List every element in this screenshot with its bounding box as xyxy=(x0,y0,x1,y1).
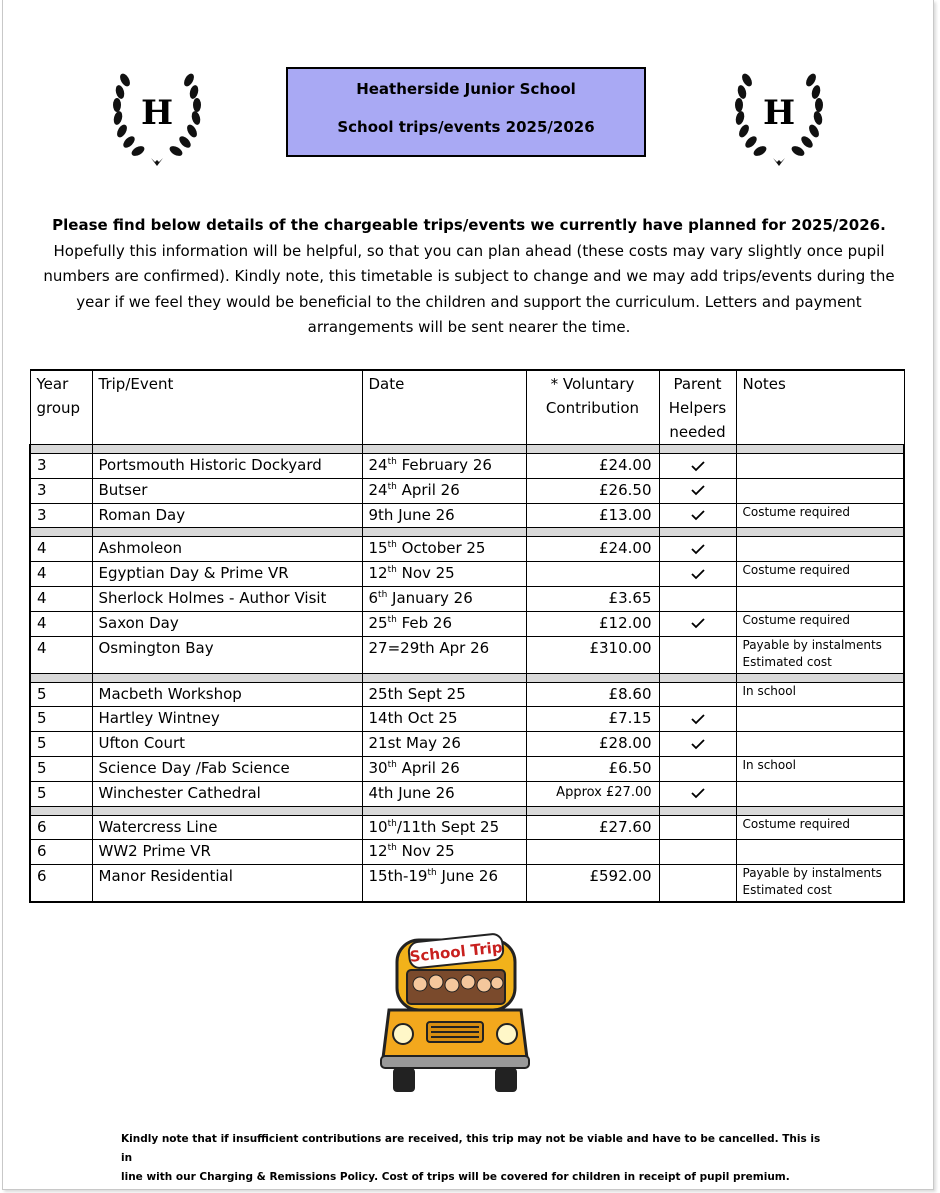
notes-text: Estimated cost xyxy=(742,883,832,898)
contribution-cell: £3.65 xyxy=(526,586,659,611)
footer-line: Kindly note that if insufficient contributions are received, this trip may not be viable and have to be cancelled. This is in xyxy=(121,1133,821,1164)
date-cell xyxy=(362,781,526,806)
date-cell xyxy=(362,756,526,781)
checkmark-icon xyxy=(690,459,706,473)
notes-text: Payable by instalments xyxy=(742,866,882,881)
notes-cell xyxy=(736,636,904,673)
date-cell xyxy=(362,478,526,503)
date-ordinal: th xyxy=(387,843,397,854)
notes-cell xyxy=(736,478,904,503)
contribution-cell: £8.60 xyxy=(526,682,659,707)
parent-helpers-cell xyxy=(659,503,736,528)
parent-helpers-cell xyxy=(659,636,736,673)
contribution-cell: £592.00 xyxy=(526,865,659,903)
date-cell xyxy=(362,562,526,587)
separator-cell xyxy=(92,528,362,537)
table-row xyxy=(30,707,904,732)
parent-helpers-cell xyxy=(659,865,736,903)
table-row xyxy=(30,682,904,707)
notes-text: In school xyxy=(742,757,796,772)
parent-helpers-cell xyxy=(659,707,736,732)
year-group-cell: 5 xyxy=(30,781,92,806)
checkmark-icon xyxy=(690,508,706,522)
parent-helpers-cell xyxy=(659,454,736,479)
date-text: 21st May 26 xyxy=(368,734,461,753)
year-group-cell: 4 xyxy=(30,562,92,587)
table-row xyxy=(30,537,904,562)
table-row xyxy=(30,478,904,503)
year-separator-row xyxy=(30,806,904,815)
year-separator-row xyxy=(30,445,904,454)
year-group-cell: 4 xyxy=(30,537,92,562)
date-text: Nov 25 xyxy=(396,842,455,861)
table-row xyxy=(30,865,904,903)
table-header-row xyxy=(30,370,904,445)
date-ordinal: th xyxy=(387,614,397,625)
intro-lead: Please find below details of the chargeable trips/events we currently have planned for 2025/2026. xyxy=(52,216,886,234)
separator-cell xyxy=(30,673,92,682)
school-bus-illustration xyxy=(365,930,543,1098)
date-text: 24 xyxy=(368,456,388,474)
header-notes: Notes xyxy=(736,370,904,445)
date-cell xyxy=(362,815,526,840)
contribution-cell: £310.00 xyxy=(526,636,659,673)
trips-table xyxy=(29,369,905,903)
parent-helpers-cell xyxy=(659,586,736,611)
table-row xyxy=(30,732,904,757)
table-row xyxy=(30,454,904,479)
separator-cell xyxy=(362,445,526,454)
date-text: 25th Sept 25 xyxy=(368,684,466,703)
parent-helpers-cell xyxy=(659,815,736,840)
date-text: January 26 xyxy=(387,588,473,607)
notes-cell xyxy=(736,454,904,479)
trip-name-cell: Science Day /Fab Science xyxy=(92,756,362,781)
date-cell xyxy=(362,707,526,732)
date-cell xyxy=(362,865,526,903)
trip-name-cell: Ashmoleon xyxy=(92,537,362,562)
parent-helpers-cell xyxy=(659,611,736,636)
year-separator-row xyxy=(30,673,904,682)
notes-cell xyxy=(736,865,904,903)
separator-cell xyxy=(659,806,736,815)
trip-name-cell: Butser xyxy=(92,478,362,503)
date-cell xyxy=(362,611,526,636)
year-group-cell: 5 xyxy=(30,682,92,707)
checkmark-icon xyxy=(690,542,706,556)
parent-helpers-cell xyxy=(659,732,736,757)
year-group-cell: 6 xyxy=(30,865,92,903)
parent-helpers-cell xyxy=(659,781,736,806)
date-ordinal: th xyxy=(387,540,397,551)
table-row xyxy=(30,815,904,840)
year-group-cell: 3 xyxy=(30,478,92,503)
date-text: 24 xyxy=(368,480,388,499)
parent-helpers-cell xyxy=(659,682,736,707)
date-ordinal: th xyxy=(387,818,397,829)
parent-helpers-cell xyxy=(659,478,736,503)
table-row xyxy=(30,636,904,673)
parent-helpers-cell xyxy=(659,840,736,865)
separator-cell xyxy=(736,445,904,454)
notes-cell xyxy=(736,503,904,528)
trip-name-cell: Ufton Court xyxy=(92,732,362,757)
year-group-cell: 5 xyxy=(30,707,92,732)
date-ordinal: th xyxy=(387,457,397,467)
date-text: 15th-19 xyxy=(368,867,428,886)
notes-text: Costume required xyxy=(742,504,850,519)
header-date: Date xyxy=(362,370,526,445)
footer-line: line with our Charging & Remissions Policy. Cost of trips will be covered for children in receipt of pupil premium. xyxy=(121,1171,790,1183)
parent-helpers-cell xyxy=(659,562,736,587)
date-text: 25 xyxy=(368,613,388,632)
trip-name-cell: Sherlock Holmes - Author Visit xyxy=(92,586,362,611)
notes-cell xyxy=(736,586,904,611)
date-text: 14th Oct 25 xyxy=(368,709,458,728)
table-row xyxy=(30,781,904,806)
year-group-cell: 3 xyxy=(30,454,92,479)
contribution-cell: £7.15 xyxy=(526,707,659,732)
separator-cell xyxy=(659,528,736,537)
date-cell xyxy=(362,732,526,757)
intro-body: Hopefully this information will be helpful, so that you can plan ahead (these costs may vary slightly once pupil numbers are confirmed). Kindly note, this timetable is subject to change and we may add trips/events during the year if we feel they would be beneficial to the children and support the curriculum. Letters and payment arrangements will be sent nearer the time. xyxy=(43,241,895,336)
parent-helpers-cell xyxy=(659,756,736,781)
date-text: /11th Sept 25 xyxy=(396,817,500,836)
notes-cell xyxy=(736,815,904,840)
contribution-cell: Approx £27.00 xyxy=(526,781,659,806)
notes-text: Costume required xyxy=(742,816,850,831)
notes-text: Costume required xyxy=(742,612,850,627)
intro-paragraph xyxy=(29,213,909,341)
contribution-cell: £24.00 xyxy=(526,537,659,562)
year-group-cell: 6 xyxy=(30,815,92,840)
document-title: School trips/events 2025/2026 xyxy=(337,118,595,136)
year-group-cell: 4 xyxy=(30,586,92,611)
year-group-cell: 4 xyxy=(30,611,92,636)
table-row xyxy=(30,562,904,587)
trip-name-cell: Portsmouth Historic Dockyard xyxy=(92,454,362,479)
year-group-cell: 3 xyxy=(30,503,92,528)
header-contribution: * Voluntary Contribution xyxy=(526,370,659,445)
date-ordinal: th xyxy=(387,481,397,492)
separator-cell xyxy=(736,806,904,815)
date-ordinal: th xyxy=(387,759,397,770)
date-cell xyxy=(362,636,526,673)
table-row xyxy=(30,586,904,611)
notes-cell xyxy=(736,682,904,707)
table-row xyxy=(30,840,904,865)
date-text: February 26 xyxy=(396,456,492,474)
table-row xyxy=(30,756,904,781)
notes-text: Costume required xyxy=(742,563,850,578)
notes-cell xyxy=(736,840,904,865)
checkmark-icon xyxy=(690,616,706,630)
header-year-group: Year group xyxy=(30,370,92,445)
contribution-cell: £24.00 xyxy=(526,454,659,479)
separator-cell xyxy=(92,806,362,815)
date-ordinal: th xyxy=(378,589,388,600)
date-cell xyxy=(362,840,526,865)
trip-name-cell: Watercress Line xyxy=(92,815,362,840)
notes-cell xyxy=(736,611,904,636)
date-ordinal: th xyxy=(387,565,397,576)
trips-table-body xyxy=(30,445,904,903)
separator-cell xyxy=(526,528,659,537)
trip-name-cell: Roman Day xyxy=(92,503,362,528)
separator-cell xyxy=(526,673,659,682)
separator-cell xyxy=(526,445,659,454)
date-text: 9th June 26 xyxy=(368,505,455,524)
contribution-cell xyxy=(526,840,659,865)
date-text: October 25 xyxy=(396,539,486,558)
date-text: 12 xyxy=(368,564,388,583)
footer-note xyxy=(121,1130,821,1187)
separator-cell xyxy=(526,806,659,815)
date-text: 6 xyxy=(368,588,379,607)
date-text: Feb 26 xyxy=(396,613,453,632)
checkmark-icon xyxy=(690,567,706,581)
table-row xyxy=(30,611,904,636)
separator-cell xyxy=(362,806,526,815)
date-cell xyxy=(362,454,526,479)
title-box xyxy=(286,67,646,157)
date-cell xyxy=(362,586,526,611)
checkmark-icon xyxy=(690,712,706,726)
svg-text:H: H xyxy=(762,93,796,133)
contribution-cell: £27.60 xyxy=(526,815,659,840)
year-separator-row xyxy=(30,528,904,537)
date-text: 30 xyxy=(368,758,388,777)
separator-cell xyxy=(92,673,362,682)
notes-text: In school xyxy=(742,683,796,698)
contribution-cell: £28.00 xyxy=(526,732,659,757)
header-trip-event: Trip/Event xyxy=(92,370,362,445)
trip-name-cell: Saxon Day xyxy=(92,611,362,636)
contribution-cell: £26.50 xyxy=(526,478,659,503)
date-text: Nov 25 xyxy=(396,564,455,583)
svg-text:School Trip: School Trip xyxy=(408,938,504,966)
contribution-cell xyxy=(526,562,659,587)
contribution-cell: £12.00 xyxy=(526,611,659,636)
notes-text: Payable by instalments xyxy=(742,637,882,652)
date-text: 27=29th Apr 26 xyxy=(368,638,490,657)
date-text: April 26 xyxy=(396,758,460,777)
year-group-cell: 5 xyxy=(30,756,92,781)
notes-cell xyxy=(736,781,904,806)
date-text: 10 xyxy=(368,817,388,836)
date-cell xyxy=(362,537,526,562)
trip-name-cell: Macbeth Workshop xyxy=(92,682,362,707)
school-crest-logo xyxy=(111,62,203,172)
school-crest-logo xyxy=(733,62,825,172)
date-cell xyxy=(362,503,526,528)
school-name: Heatherside Junior School xyxy=(356,80,576,98)
year-group-cell: 4 xyxy=(30,636,92,673)
trip-name-cell: WW2 Prime VR xyxy=(92,840,362,865)
separator-cell xyxy=(659,445,736,454)
separator-cell xyxy=(736,528,904,537)
year-group-cell: 6 xyxy=(30,840,92,865)
notes-cell xyxy=(736,732,904,757)
notes-cell xyxy=(736,707,904,732)
document-page xyxy=(2,0,934,1190)
separator-cell xyxy=(30,806,92,815)
notes-text: Estimated cost xyxy=(742,654,832,669)
checkmark-icon xyxy=(690,786,706,800)
separator-cell xyxy=(30,445,92,454)
parent-helpers-cell xyxy=(659,537,736,562)
separator-cell xyxy=(659,673,736,682)
separator-cell xyxy=(736,673,904,682)
trip-name-cell: Hartley Wintney xyxy=(92,707,362,732)
checkmark-icon xyxy=(690,737,706,751)
notes-cell xyxy=(736,537,904,562)
notes-cell xyxy=(736,756,904,781)
date-text: June 26 xyxy=(436,867,499,886)
contribution-cell: £6.50 xyxy=(526,756,659,781)
trip-name-cell: Egyptian Day & Prime VR xyxy=(92,562,362,587)
date-ordinal: th xyxy=(427,868,437,879)
header-parent-helpers: Parent Helpers needed xyxy=(659,370,736,445)
date-text: 4th June 26 xyxy=(368,783,455,802)
trip-name-cell: Winchester Cathedral xyxy=(92,781,362,806)
separator-cell xyxy=(362,528,526,537)
trip-name-cell: Manor Residential xyxy=(92,865,362,903)
separator-cell xyxy=(92,445,362,454)
year-group-cell: 5 xyxy=(30,732,92,757)
svg-text:H: H xyxy=(140,93,174,133)
notes-cell xyxy=(736,562,904,587)
contribution-cell: £13.00 xyxy=(526,503,659,528)
separator-cell xyxy=(30,528,92,537)
separator-cell xyxy=(362,673,526,682)
date-text: 12 xyxy=(368,842,388,861)
date-text: April 26 xyxy=(396,480,460,499)
trip-name-cell: Osmington Bay xyxy=(92,636,362,673)
date-text: 15 xyxy=(368,539,388,558)
date-cell xyxy=(362,682,526,707)
table-row xyxy=(30,503,904,528)
checkmark-icon xyxy=(690,483,706,497)
